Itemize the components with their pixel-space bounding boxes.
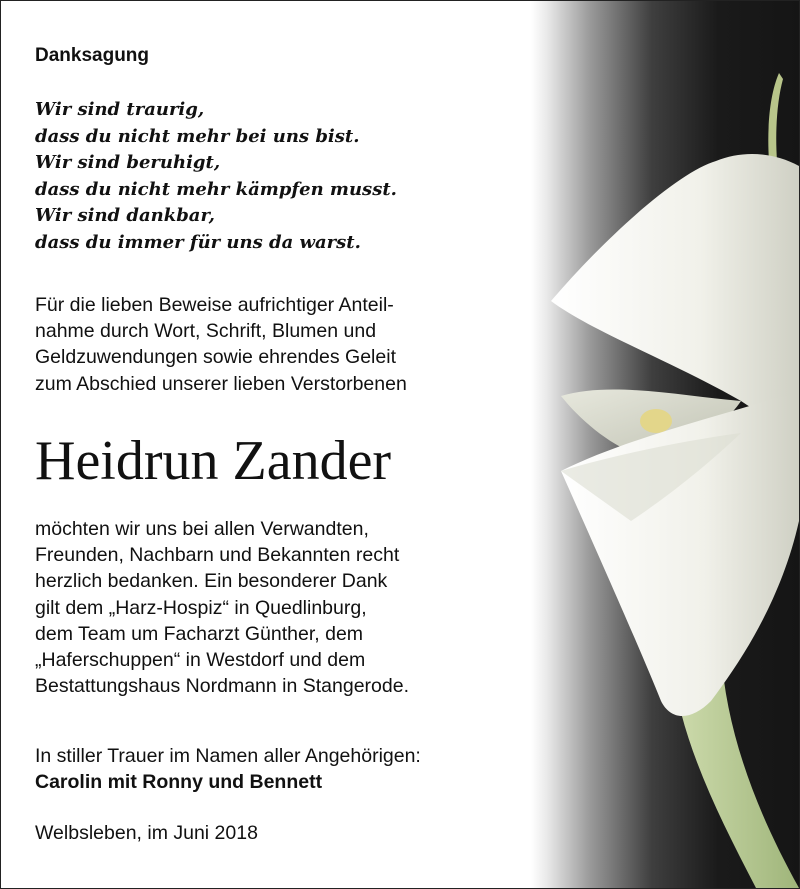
poem-line: dass du immer für uns da warst.	[35, 231, 361, 253]
paragraph-line: „Haferschuppen“ in Westdorf und dem	[35, 649, 366, 672]
place-date: Welbsleben, im Juni 2018	[35, 822, 258, 844]
paragraph-line: Für die lieben Beweise aufrichtiger Anteil-	[35, 294, 394, 316]
calla-lily-image	[531, 1, 799, 888]
paragraph-line: nahme durch Wort, Schrift, Blumen und	[35, 320, 377, 343]
paragraph-line: Bestattungshaus Nordmann in Stangerode.	[35, 675, 409, 698]
poem-line: Wir sind dankbar,	[35, 205, 215, 226]
closing-line: In stiller Trauer im Namen aller Angehörigen:	[35, 745, 421, 767]
notice-heading: Danksagung	[35, 45, 150, 66]
thanks-intro-paragraph	[35, 292, 407, 397]
poem-line: Wir sind traurig,	[35, 99, 205, 120]
poem-line: dass du nicht mehr kämpfen musst.	[35, 178, 397, 200]
paragraph-line: zum Abschied unserer lieben Verstorbenen	[35, 372, 407, 395]
mourners-block	[35, 743, 421, 795]
paragraph-line: herzlich bedanken. Ein besonderer Dank	[35, 570, 388, 593]
signers: Carolin mit Ronny und Bennett	[35, 771, 323, 794]
paragraph-line: Geldzuwendungen sowie ehrendes Geleit	[35, 346, 396, 369]
poem-line: dass du nicht mehr bei uns bist.	[35, 125, 360, 147]
poem-line: Wir sind beruhigt,	[35, 152, 221, 173]
paragraph-line: dem Team um Facharzt Günther, dem	[35, 622, 364, 645]
paragraph-line: möchten wir uns bei allen Verwandten,	[35, 518, 369, 540]
poem	[35, 97, 397, 256]
paragraph-line: gilt dem „Harz-Hospiz“ in Quedlinburg,	[35, 596, 367, 619]
deceased-name: Heidrun Zander	[35, 430, 392, 492]
paragraph-line: Freunden, Nachbarn und Bekannten recht	[35, 544, 400, 567]
thanks-body-paragraph	[35, 516, 409, 699]
